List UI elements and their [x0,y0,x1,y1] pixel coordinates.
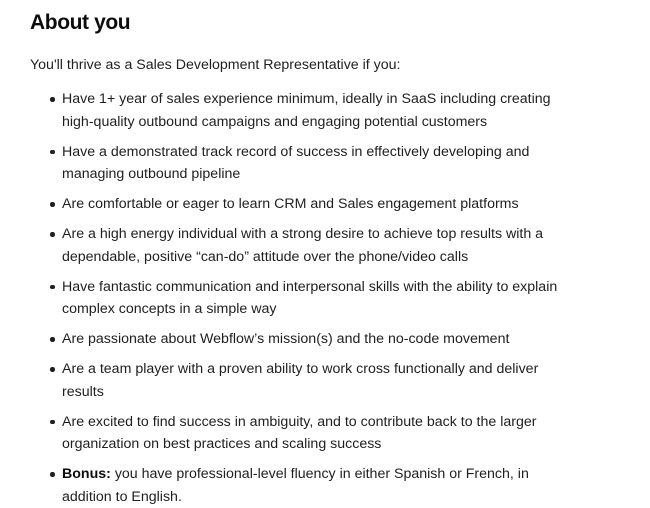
list-item-text: Are excited to find success in ambiguity, and to contribute back to the larger organization on best practices and scaling success [62,413,537,452]
requirements-list [30,88,650,508]
list-item [50,328,562,351]
list-item-text: Have 1+ year of sales experience minimum, ideally in SaaS including creating high-quality outbound campaigns and engaging potential customers [62,91,551,130]
list-item-text: Are a team player with a proven ability to work cross functionally and deliver results [62,361,539,400]
list-item [50,358,562,403]
bullet-icon [50,202,55,207]
list-item [50,141,562,186]
list-item [50,193,562,216]
bullet-icon [50,97,55,102]
bullet-icon [50,420,55,425]
bullet-icon [50,150,55,155]
list-item-text: you have professional-level fluency in either Spanish or French, in addition to English. [62,466,529,505]
list-item-text: Have a demonstrated track record of success in effectively developing and managing outbound pipeline [62,143,530,182]
bullet-icon [50,232,55,237]
bullet-icon [50,472,55,477]
bullet-icon [50,337,55,342]
list-item-text: Are a high energy individual with a strong desire to achieve top results with a dependable, positive “can-do” attitude over the phone/video calls [62,226,544,265]
section-title: About you [30,11,131,34]
list-item [50,88,562,133]
list-item-text: Have fantastic communication and interpersonal skills with the ability to explain complex concepts in a simple way [62,278,558,317]
list-item-text: Are passionate about Webflow’s mission(s) and the no-code movement [62,331,510,347]
list-item [50,411,562,456]
section-intro: You'll thrive as a Sales Development Representative if you: [30,57,401,73]
list-item [50,223,562,268]
bonus-label: Bonus: [62,466,111,482]
bullet-icon [50,367,55,372]
list-item [50,276,562,321]
bullet-icon [50,285,55,290]
list-item-bonus [50,463,562,508]
list-item-text: Are comfortable or eager to learn CRM and Sales engagement platforms [62,196,519,212]
